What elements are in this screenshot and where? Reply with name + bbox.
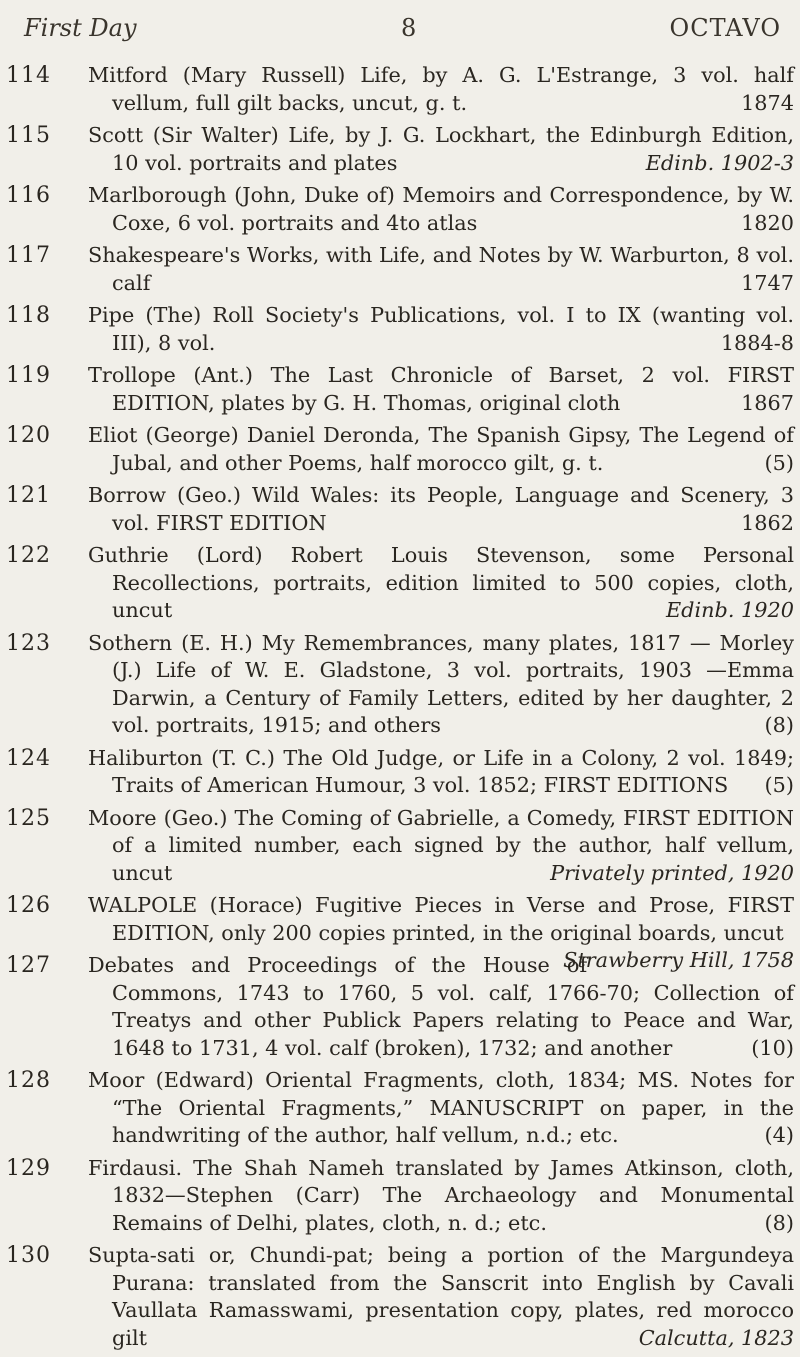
lot-imprint: Edinb. 1902-3	[645, 150, 794, 175]
lot-number: 127	[6, 953, 51, 978]
lot-text: Eliot (George) Daniel Deronda, The Spanish Gipsy, The Legend of Jubal, and other Poems, half morocco gilt, g. t.	[88, 423, 794, 475]
lot-number: 116	[6, 183, 51, 208]
lot-entry	[0, 1155, 800, 1238]
lot-text: Debates and Proceedings of the House of Commons, 1743 to 1760, 5 vol. calf, 1766-70; Collection of Treatys and other Publick Papers relating to Peace and War, 1648 to 1731, 4 vol. calf (broken), 1732; and another	[88, 953, 794, 1060]
lot-entry	[0, 542, 800, 625]
lot-text: Guthrie (Lord) Robert Louis Stevenson, some Personal Recollections, portraits, edition limited to 500 copies, cloth, uncut	[88, 543, 794, 622]
lot-imprint: 1867	[741, 390, 794, 415]
lot-list	[0, 62, 800, 1357]
lot-description	[88, 805, 794, 888]
lot-text: Mitford (Mary Russell) Life, by A. G. L'Estrange, 3 vol. half vellum, full gilt backs, uncut, g. t.	[88, 63, 794, 115]
lot-number: 120	[6, 423, 51, 448]
lot-description	[88, 892, 794, 972]
lot-text: Sothern (E. H.) My Remembrances, many plates, 1817 — Morley (J.) Life of W. E. Gladstone, 3 vol. portraits, 1903 —Emma Darwin, a Century of Family Letters, edited by her daughter, 2 vol. portraits, 1915; and others	[88, 630, 794, 737]
lot-number: 126	[6, 893, 51, 918]
section-title: First Day	[24, 14, 137, 42]
lot-text: Haliburton (T. C.) The Old Judge, or Life in a Colony, 2 vol. 1849; Traits of American Humour, 3 vol. 1852; FIRST EDITIONS	[88, 745, 794, 797]
lot-entry	[0, 242, 800, 297]
lot-entry	[0, 362, 800, 417]
lot-text: Borrow (Geo.) Wild Wales: its People, Language and Scenery, 3 vol. FIRST EDITION	[88, 483, 794, 535]
page-number: 8	[401, 14, 417, 42]
lot-imprint: Calcutta, 1823	[638, 1325, 794, 1350]
lot-entry	[0, 122, 800, 177]
lot-number: 118	[6, 303, 51, 328]
lot-text: Pipe (The) Roll Society's Publications, vol. I to IX (wanting vol. III), 8 vol.	[88, 303, 794, 355]
lot-text: Moore (Geo.) The Coming of Gabrielle, a Comedy, FIRST EDITION of a limited number, each signed by the author, half vellum, uncut	[88, 805, 794, 885]
lot-imprint: Edinb. 1920	[665, 598, 794, 622]
lot-number: 114	[6, 63, 51, 88]
lot-imprint: 1884-8	[720, 330, 794, 355]
lot-number: 124	[6, 745, 51, 771]
lot-description	[88, 745, 794, 800]
lot-text: Marlborough (John, Duke of) Memoirs and Correspondence, by W. Coxe, 6 vol. portraits and 4to atlas	[88, 183, 794, 235]
lot-imprint: (4)	[764, 1123, 794, 1147]
lot-number: 128	[6, 1068, 51, 1093]
lot-number: 122	[6, 543, 51, 568]
lot-text: Moor (Edward) Oriental Fragments, cloth, 1834; MS. Notes for “The Oriental Fragments,” MANUSCRIPT on paper, in the handwriting of the author, half vellum, n.d.; etc.	[88, 1068, 794, 1147]
page-header	[0, 14, 800, 54]
lot-entry	[0, 302, 800, 357]
lot-entry	[0, 630, 800, 740]
lot-entry	[0, 952, 800, 1062]
lot-imprint: (5)	[764, 773, 794, 797]
lot-imprint: (8)	[764, 1210, 794, 1235]
lot-imprint: Strawberry Hill, 1758	[563, 948, 794, 972]
lot-description	[88, 1242, 794, 1352]
lot-entry	[0, 745, 800, 800]
lot-text: Scott (Sir Walter) Life, by J. G. Lockhart, the Edinburgh Edition, 10 vol. portraits and plates	[88, 123, 794, 175]
lot-number: 125	[6, 805, 51, 831]
lot-number: 130	[6, 1243, 51, 1268]
lot-imprint: Privately printed, 1920	[550, 860, 794, 885]
lot-imprint: (5)	[764, 450, 794, 475]
lot-entry	[0, 62, 800, 117]
lot-description	[88, 362, 794, 417]
lot-description	[88, 1067, 794, 1150]
lot-text: WALPOLE (Horace) Fugitive Pieces in Verse and Prose, FIRST EDITION, only 200 copies printed, in the original boards, uncut	[88, 893, 794, 945]
lot-description	[88, 182, 794, 237]
lot-entry	[0, 482, 800, 537]
lot-text: Supta-sati or, Chundi-pat; being a portion of the Margundeya Purana: translated from the Sanscrit into English by Cavali Vaullata Ramasswami, presentation copy, plates, red morocco gilt	[88, 1243, 794, 1350]
lot-number: 121	[6, 483, 51, 508]
lot-description	[88, 422, 794, 477]
lot-text: Firdausi. The Shah Nameh translated by James Atkinson, cloth, 1832—Stephen (Carr) The Archaeology and Monumental Remains of Delhi, plates, cloth, n. d.; etc.	[88, 1155, 794, 1235]
lot-imprint: 1747	[741, 270, 794, 295]
lot-description	[88, 542, 794, 625]
lot-imprint: (10)	[751, 1035, 794, 1060]
lot-number: 117	[6, 243, 51, 268]
lot-number: 115	[6, 123, 51, 148]
lot-entry	[0, 182, 800, 237]
lot-entry	[0, 805, 800, 888]
lot-entry	[0, 1067, 800, 1150]
lot-description	[88, 952, 794, 1062]
lot-description	[88, 122, 794, 177]
lot-imprint: (8)	[764, 713, 794, 737]
lot-text: Trollope (Ant.) The Last Chronicle of Barset, 2 vol. FIRST EDITION, plates by G. H. Thomas, original cloth	[88, 363, 794, 415]
lot-description	[88, 1155, 794, 1238]
lot-description	[88, 302, 794, 357]
lot-description	[88, 242, 794, 297]
lot-number: 129	[6, 1155, 51, 1181]
lot-description	[88, 62, 794, 117]
lot-imprint: 1820	[741, 210, 794, 235]
lot-description	[88, 630, 794, 740]
lot-text: Shakespeare's Works, with Life, and Notes by W. Warburton, 8 vol. calf	[88, 243, 794, 295]
lot-entry	[0, 1242, 800, 1352]
lot-description	[88, 482, 794, 537]
lot-number: 123	[6, 630, 51, 656]
lot-imprint: 1862	[741, 510, 794, 535]
format-label: OCTAVO	[669, 14, 781, 42]
lot-entry	[0, 422, 800, 477]
lot-imprint: 1874	[741, 90, 794, 115]
lot-number: 119	[6, 363, 51, 388]
